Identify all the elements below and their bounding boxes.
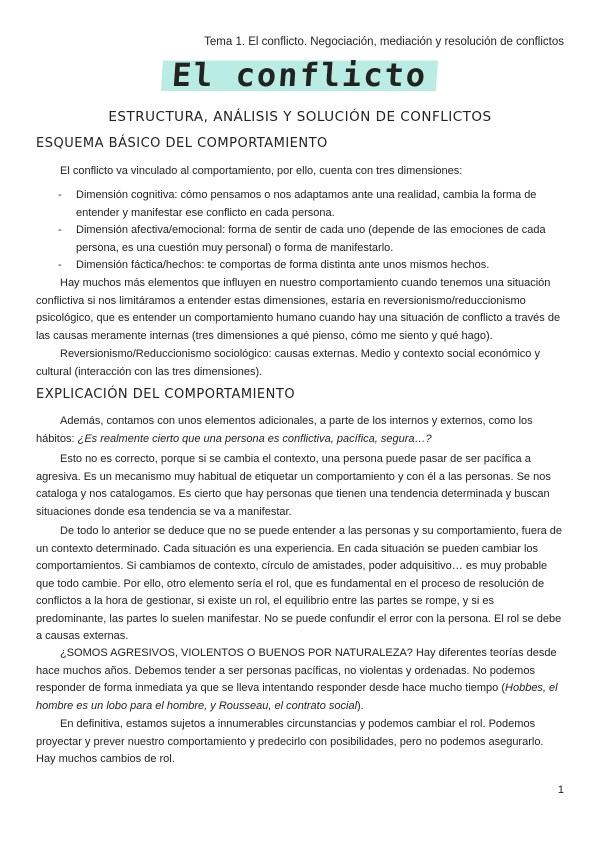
list-item <box>36 257 564 275</box>
paragraph-text-end: ). <box>357 699 364 712</box>
list-item <box>36 222 564 257</box>
paragraph-text: Además, contamos con unos elementos adicionales, a parte de los internos y externos, como los hábitos: <box>36 415 533 445</box>
bullet-dash: - <box>58 189 62 201</box>
dimension-list <box>36 187 564 275</box>
page-number: 1 <box>557 784 564 796</box>
bullet-dash: - <box>58 259 62 271</box>
section1-intro: El conflicto va vinculado al comportamiento, por ello, cuenta con tres dimensiones: <box>60 165 463 177</box>
section2-paragraph-4 <box>36 645 564 715</box>
list-item-text: Dimensión fáctica/hechos: te comportas de forma distinta ante unos mismos hechos. <box>76 259 490 271</box>
paragraph-text: ¿SOMOS AGRESIVOS, VIOLENTOS O BUENOS POR NATURALEZA? Hay diferentes teorías desde hace muchos años. Debemos tender a ser personas pacíficas, no violentas y ordenadas. No podemos responder de forma inmediata ya que se lleva intentando responder desde hace mucho tiempo ( <box>36 647 557 694</box>
list-item <box>36 187 564 222</box>
section2-paragraph-3: De todo lo anterior se deduce que no se puede entender a las personas y su comportamiento, fuera de un contexto determinado. Cada situación es una experiencia. En cada situación se pueden cambiar los comportamientos. Si cambiamos de contexto, círculo de amistades, poder adquisitivo… es muy probable que todo cambie. Por ello, otro elemento sería el rol, que es fundamental en el proceso de resolución de conflictos a la hora de gestionar, si existe un rol, el equilibrio entre las partes se rompe, y si es predominante, las partes lo suelen manifestar. No se puede confundir el error con la persona. El rol se debe a causas externas. <box>36 525 563 642</box>
section1-paragraph-2: Reversionismo/Reduccionismo sociológico: causas externas. Medio y contexto social económico y cultural (interacción con las tres dimensiones). <box>36 348 540 378</box>
paragraph-italic: ¿Es realmente cierto que una persona es conflictiva, pacífica, segura…? <box>77 432 432 445</box>
bullet-dash: - <box>58 224 62 236</box>
section-heading-explicacion: EXPLICACIÓN DEL COMPORTAMIENTO <box>36 387 296 402</box>
section1-paragraph-1: Hay muchos más elementos que influyen en nuestro comportamiento cuando tenemos una situación conflictiva si nos limitáramos a entender estas dimensiones, estaría en reversionismo/reduccionismo psicológico, que es entender un comportamiento humano cuando hay una situación de conflicto a través de las causas meramente internas (tres dimensiones a qué pienso, cómo me siento y qué hago). <box>36 277 561 342</box>
section2-paragraph-1 <box>36 413 564 448</box>
running-header: Tema 1. El conflicto. Negociación, mediación y resolución de conflictos <box>204 36 564 48</box>
document-subtitle: ESTRUCTURA, ANÁLISIS Y SOLUCIÓN DE CONFLICTOS <box>108 109 492 125</box>
section2-paragraph-2: Esto no es correcto, porque si se cambia el contexto, una persona puede pasar de ser pacífica a agresiva. Es un mecanismo muy habitual de etiquetar un comportamiento y con él a las personas. Se nos cataloga y nos catalogamos. Es cierto que hay personas que tienen una tendencia determinada y buscan situaciones donde esa tendencia se va a manifestar. <box>36 453 551 518</box>
section2-paragraph-5: En definitiva, estamos sujetos a innumerables circunstancias y podemos cambiar el rol. Podemos proyectar y prever nuestro comportamiento y predecirlo con posibilidades, pero no podemos asegurarlo. Hay muchos cambios de rol. <box>36 718 544 765</box>
list-item-text: Dimensión cognitiva: cómo pensamos o nos adaptamos ante una realidad, cambia la forma de entender y manifestar ese conflicto en cada persona. <box>76 189 537 219</box>
section-heading-esquema: ESQUEMA BÁSICO DEL COMPORTAMIENTO <box>36 136 328 151</box>
paragraph-italic: Hobbes, el hombre es un lobo para el hombre, y Rousseau, el contrato social <box>36 682 558 712</box>
title-block <box>0 56 600 94</box>
list-item-text: Dimensión afectiva/emocional: forma de sentir de cada uno (depende de las emociones de cada persona, es una cuestión muy personal) o forma de manifestarlo. <box>76 224 546 254</box>
document-title: El conflicto <box>161 56 439 94</box>
